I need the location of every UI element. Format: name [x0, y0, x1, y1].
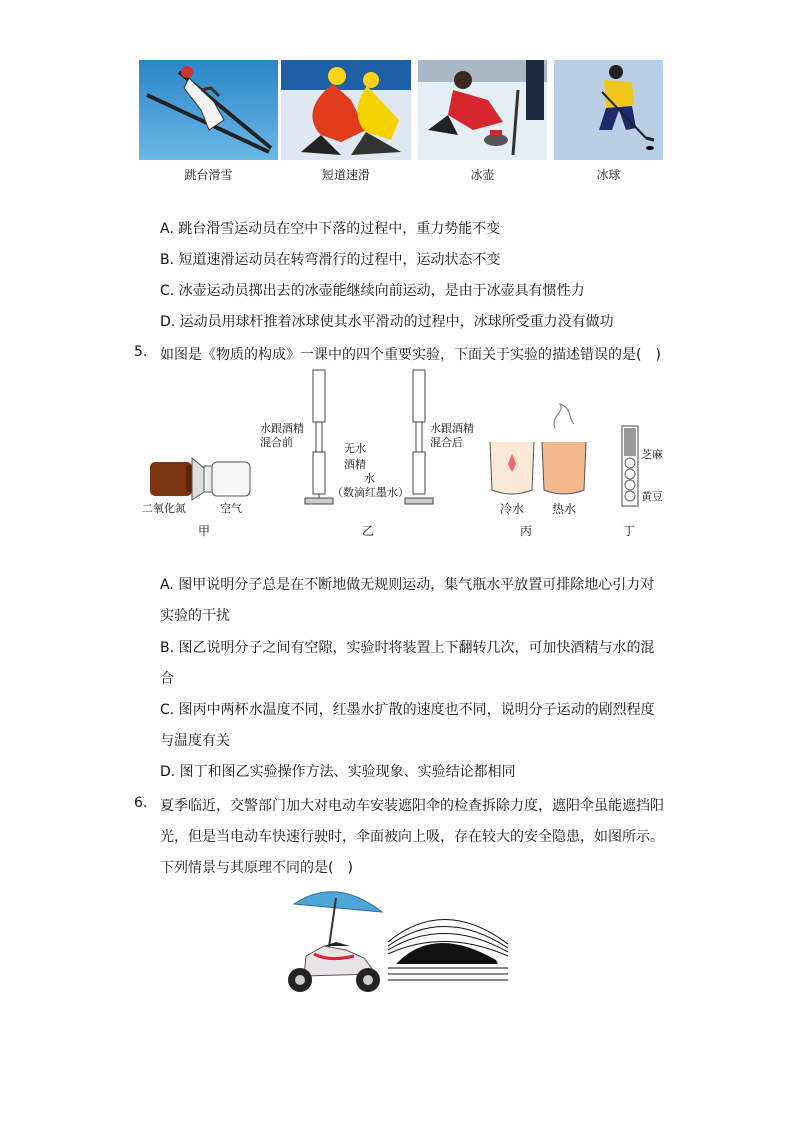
photo-ice-hockey — [554, 60, 663, 160]
q6-line1: 夏季临近，交警部门加大对电动车安装遮阳伞的检查拆除力度，遮阳伞虽能遮挡阳 — [160, 798, 664, 814]
label-red-ink: （数滴红墨水） — [332, 486, 409, 499]
label-before-1: 水跟酒精 — [260, 422, 304, 435]
q6-line2: 光，但是当电动车快速行驶时，伞面被向上吸，存在较大的安全隐患，如图所示。 — [160, 829, 664, 845]
label-water: 水 — [364, 472, 375, 485]
label-before-2: 混合前 — [260, 436, 293, 449]
figure-jia-bottles — [150, 458, 250, 500]
q5-option-c-line2: 与温度有关 — [160, 733, 230, 749]
label-after-2: 混合后 — [430, 436, 463, 449]
label-no2: 二氧化氮 — [142, 502, 186, 515]
photo-curling — [418, 60, 547, 160]
subfig-yi: 乙 — [362, 524, 375, 538]
q5-option-a-line1: A. 图甲说明分子总是在不断地做无规则运动，集气瓶水平放置可排除地心引力对 — [160, 577, 655, 593]
label-sesame: 芝麻 — [641, 448, 663, 461]
caption-ice-hockey: 冰球 — [596, 168, 621, 182]
q5-option-d: D. 图丁和图乙实验操作方法、实验现象、实验结论都相同 — [160, 764, 516, 780]
label-no-water: 无水 — [344, 442, 366, 455]
umbrella-canopy — [294, 892, 382, 912]
label-air: 空气 — [220, 502, 242, 515]
photo-speed-skating — [281, 60, 411, 160]
label-soybean: 黄豆 — [641, 490, 663, 503]
subfig-ding: 丁 — [623, 524, 636, 538]
q5-number: 5. — [134, 344, 148, 360]
q6-figure — [284, 884, 516, 994]
subfig-jia: 甲 — [198, 524, 211, 538]
q4-option-b: B. 短道速滑运动员在转弯滑行的过程中，运动状态不变 — [160, 252, 501, 268]
q4-option-d: D. 运动员用球杆推着冰球使其水平滑动的过程中，冰球所受重力没有做功 — [160, 314, 614, 330]
label-hot-water: 热水 — [552, 502, 577, 516]
label-alcohol: 酒精 — [344, 458, 366, 471]
figure-ding-tube — [622, 426, 638, 506]
label-after-1: 水跟酒精 — [430, 422, 474, 435]
q6-line3: 下列情景与其原理不同的是( ) — [160, 860, 353, 876]
q5-option-a-line2: 实验的干扰 — [160, 608, 230, 624]
q4-option-a: A. 跳台滑雪运动员在空中下落的过程中，重力势能不变 — [160, 221, 501, 237]
photo-ski-jump — [139, 60, 278, 160]
subfig-bing: 丙 — [520, 524, 533, 538]
q5-option-c-line1: C. 图丙中两杯水温度不同，红墨水扩散的速度也不同，说明分子运动的剧烈程度 — [160, 702, 655, 718]
caption-speed-skating: 短道速滑 — [321, 168, 370, 182]
q5-stem: 如图是《物质的构成》一课中的四个重要实验，下面关于实验的描述错误的是( ) — [160, 347, 661, 363]
q5-figure — [140, 368, 680, 540]
figure-bing-beakers — [490, 404, 586, 494]
q6-number: 6. — [134, 795, 148, 811]
q5-option-b-line1: B. 图乙说明分子之间有空隙，实验时将装置上下翻转几次，可加快酒精与水的混 — [160, 640, 655, 656]
q4-option-c: C. 冰壶运动员掷出去的冰壶能继续向前运动，是由于冰壶具有惯性力 — [160, 283, 585, 299]
caption-ski-jump: 跳台滑雪 — [184, 168, 233, 182]
label-cold-water: 冷水 — [500, 502, 525, 516]
caption-curling: 冰壶 — [470, 168, 495, 182]
q5-option-b-line2: 合 — [160, 671, 174, 687]
